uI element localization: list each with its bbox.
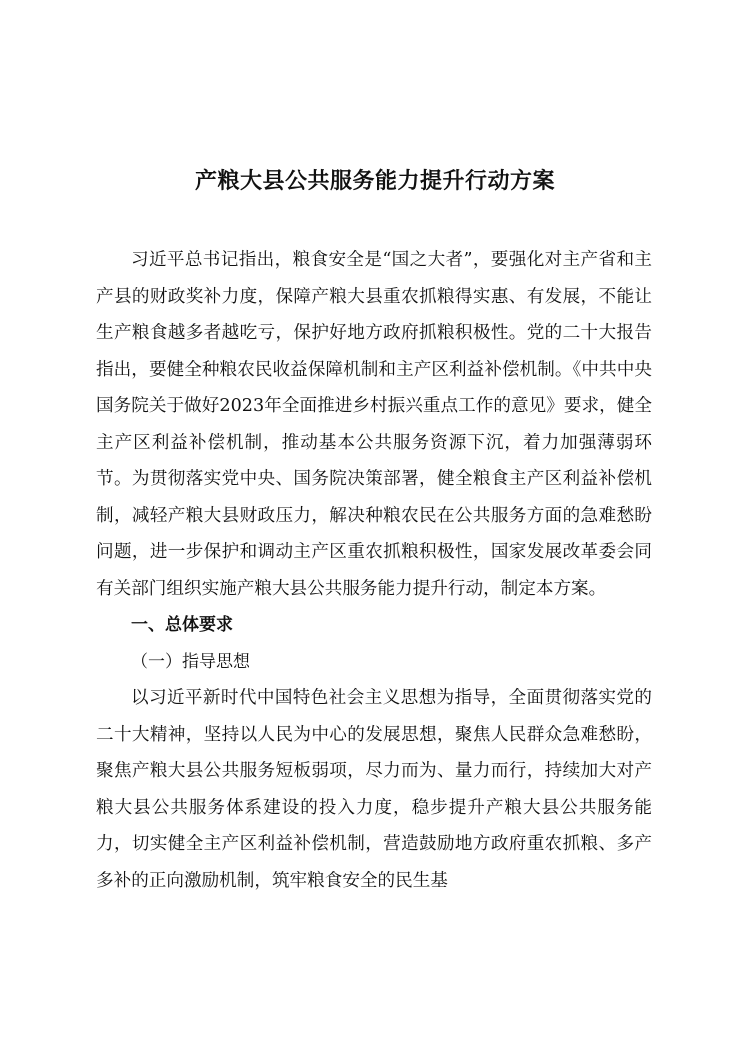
section-heading: 一、总体要求 [131,615,233,635]
intro-paragraph: 习近平总书记指出，粮食安全是“国之大者”，要强化对主产省和主产县的财政奖补力度，保障产粮大县重农抓粮得实惠、有发展，不能让生产粮食越多者越吃亏，保护好地方政府抓粮积极性。党的二十大报告指出，要健全种粮农民收益保障机制和主产区利益补偿机制。《中共中央 国务院关于做好2023年全面推进乡村振兴重点工作的意见》要求，健全主产区利益补偿机制，推动基本公共服务资源下沉，着力加强薄弱环节。为贯彻落实党中央、国务院决策部署，健全粮食主产区利益补偿机制，减轻产粮大县财政压力，解决种粮农民在公共服务方面的急难愁盼问题，进一步保护和调动主产区重农抓粮积极性，国家发展改革委会同有关部门组织实施产粮大县公共服务能力提升行动，制定本方案。 [96,250,652,599]
document-body [96,242,652,899]
document-title: 产粮大县公共服务能力提升行动方案 [194,169,555,194]
subsection-heading: （一）指导思想 [131,651,250,672]
guiding-thought-paragraph: 以习近平新时代中国特色社会主义思想为指导，全面贯彻落实党的二十大精神，坚持以人民为中心的发展思想，聚焦人民群众急难愁盼，聚焦产粮大县公共服务短板弱项，尽力而为、量力而行，持续加大对产粮大县公共服务体系建设的投入力度，稳步提升产粮大县公共服务能力，切实健全主产区利益补偿机制，营造鼓励地方政府重农抓粮、多产多补的正向激励机制，筑牢粮食安全的民生基 [96,688,652,891]
